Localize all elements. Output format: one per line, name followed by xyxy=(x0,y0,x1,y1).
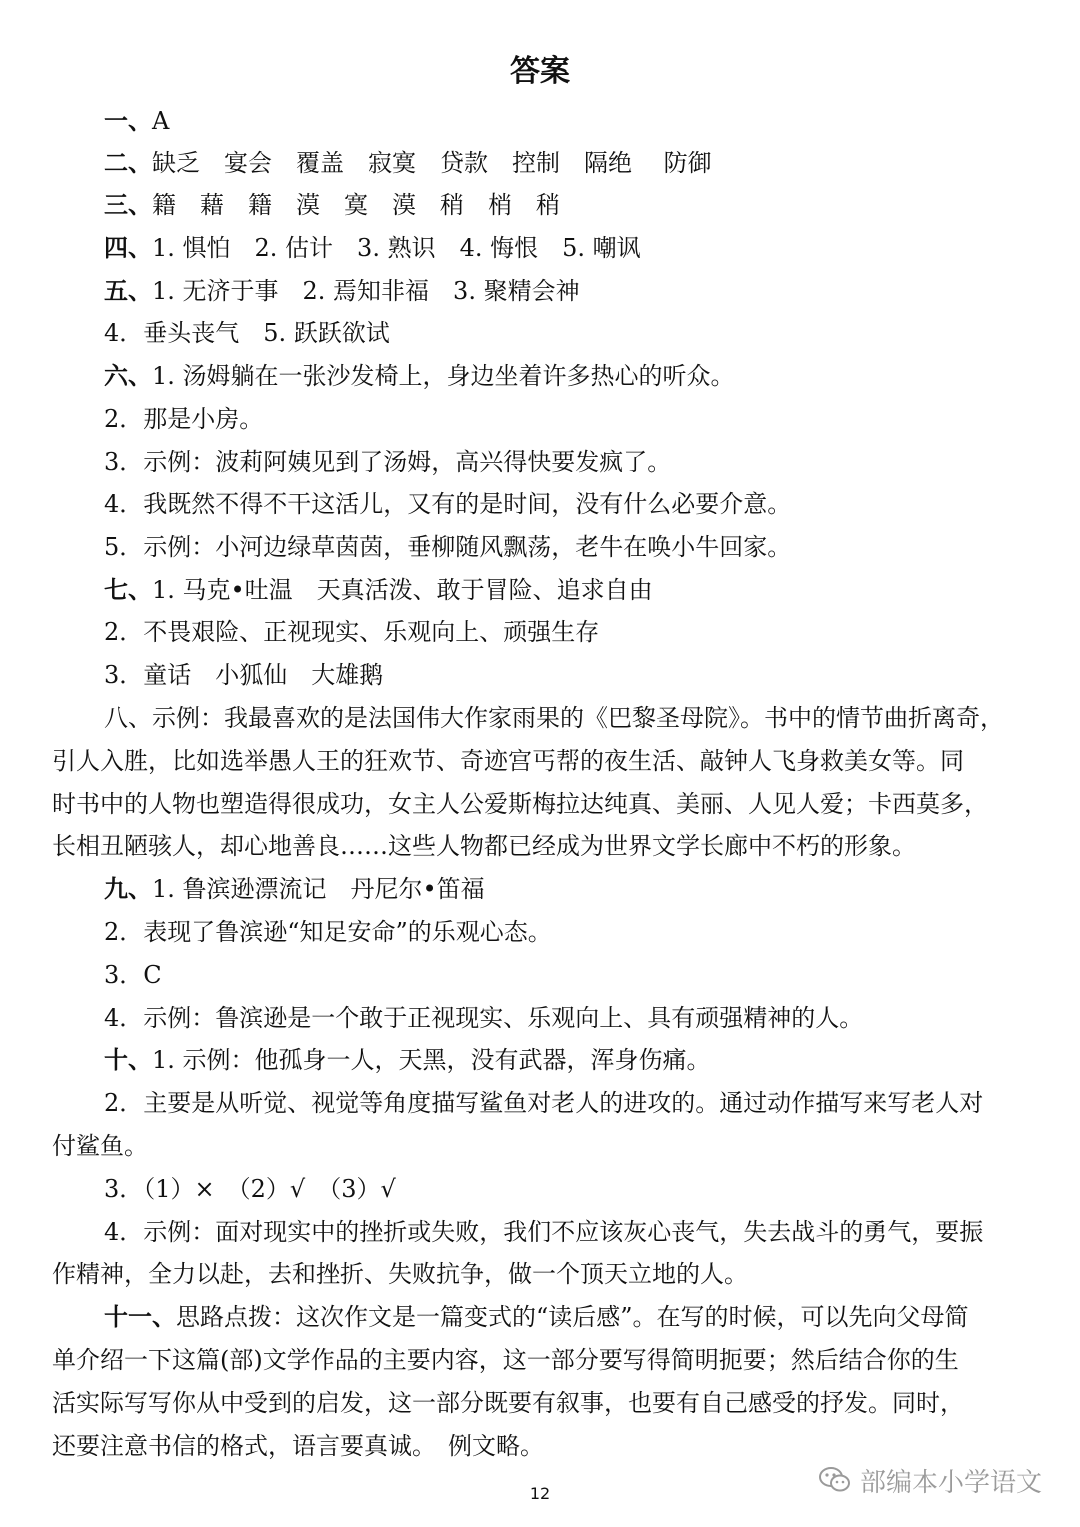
question-number: 六、 xyxy=(104,361,152,390)
answer-text: 还要注意书信的格式，语言要真诚。 例文略。 xyxy=(52,1432,544,1460)
answer-text: 3．示例：波莉阿姨见到了汤姆，高兴得快要发疯了。 xyxy=(104,448,672,476)
answer-text: 引人入胜，比如选举愚人王的狂欢节、奇迹宫丐帮的夜生活、敲钟人飞身救美女等。同 xyxy=(52,747,964,775)
wechat-icon xyxy=(818,1465,852,1495)
answer-line xyxy=(104,1217,1030,1247)
answer-text: 时书中的人物也塑造得很成功，女主人公爱斯梅拉达纯真、美丽、人见人爱；卡西莫多， xyxy=(52,790,988,818)
answer-line xyxy=(52,1431,1030,1461)
watermark-text: 部编本小学语文 xyxy=(860,1467,1043,1498)
question-number: 三、 xyxy=(104,190,152,219)
answer-text: 作精神，全力以赴，去和挫折、失败抗争，做一个顶天立地的人。 xyxy=(52,1260,748,1288)
answer-line xyxy=(104,447,1030,477)
question-number: 十、 xyxy=(104,1045,152,1074)
answer-line xyxy=(104,233,1030,263)
answer-line xyxy=(104,1174,1030,1204)
answer-line xyxy=(104,703,1030,733)
answer-line xyxy=(104,575,1030,605)
answer-line xyxy=(104,874,1030,904)
answer-text: 1. 鲁滨逊漂流记 丹尼尔•笛福 xyxy=(152,875,485,903)
answer-line xyxy=(52,1131,1030,1161)
answer-text: 籍 藉 籍 漠 寞 漠 稍 梢 稍 xyxy=(152,191,560,219)
question-number: 二、 xyxy=(104,148,152,177)
answer-text: 长相丑陋骇人，却心地善良……这些人物都已经成为世界文学长廊中不朽的形象。 xyxy=(52,832,916,860)
answer-line xyxy=(104,489,1030,519)
answer-line xyxy=(52,746,1030,776)
page-title: 答案 xyxy=(510,54,570,89)
answer-text: 思路点拨：这次作文是一篇变式的“读后感”。在写的时候，可以先向父母简 xyxy=(176,1303,969,1331)
answer-line xyxy=(104,276,1030,306)
question-number: 九、 xyxy=(104,874,152,903)
answer-line xyxy=(52,1259,1030,1289)
answer-text: A xyxy=(152,107,170,135)
question-number: 一、 xyxy=(104,106,152,135)
answer-line xyxy=(52,1345,1030,1375)
answer-text: 1. 汤姆躺在一张沙发椅上，身边坐着许多热心的听众。 xyxy=(152,362,735,390)
answer-line xyxy=(52,789,1030,819)
answer-line xyxy=(52,831,1030,861)
answer-line xyxy=(104,404,1030,434)
answer-line xyxy=(104,361,1030,391)
answer-line xyxy=(104,960,1030,990)
answer-text: 1. 示例：他孤身一人，天黑，没有武器，浑身伤痛。 xyxy=(152,1046,711,1074)
answer-line xyxy=(104,1302,1030,1332)
answer-text: 4．我既然不得不干这活儿，又有的是时间，没有什么必要介意。 xyxy=(104,490,792,518)
answer-line xyxy=(104,318,1030,348)
answer-line xyxy=(104,917,1030,947)
answer-line xyxy=(104,617,1030,647)
watermark xyxy=(818,1460,1042,1500)
answer-text: 2．不畏艰险、正视现实、乐观向上、顽强生存 xyxy=(104,618,600,646)
question-number: 七、 xyxy=(104,575,152,604)
answer-text: 4．示例：面对现实中的挫折或失败，我们不应该灰心丧气，失去战斗的勇气，要振 xyxy=(104,1218,984,1246)
answer-line xyxy=(104,148,1030,178)
answer-text: 2．主要是从听觉、视觉等角度描写鲨鱼对老人的进攻的。通过动作描写来写老人对 xyxy=(104,1089,984,1117)
question-number: 五、 xyxy=(104,276,152,305)
answer-text: 1. 无济于事 2. 焉知非福 3. 聚精会神 xyxy=(152,277,580,305)
question-number: 四、 xyxy=(104,233,152,262)
answer-text: 八、示例：我最喜欢的是法国伟大作家雨果的《巴黎圣母院》。书中的情节曲折离奇， xyxy=(104,704,1004,732)
answer-text: 4．垂头丧气 5. 跃跃欲试 xyxy=(104,319,390,347)
answer-text: 活实际写写你从中受到的启发，这一部分既要有叙事，也要有自己感受的抒发。同时， xyxy=(52,1389,964,1417)
answer-text: 4．示例：鲁滨逊是一个敢于正视现实、乐观向上、具有顽强精神的人。 xyxy=(104,1004,864,1032)
answer-text: 付鲨鱼。 xyxy=(52,1132,148,1160)
answer-text: 3．（1）× （2）√ （3）√ xyxy=(104,1175,396,1203)
answer-line xyxy=(104,1088,1030,1118)
answer-text: 1. 惧怕 2. 估计 3. 熟识 4. 悔恨 5. 嘲讽 xyxy=(152,234,641,262)
answer-line xyxy=(104,1003,1030,1033)
answer-text: 2．那是小房。 xyxy=(104,405,264,433)
answer-text: 3．C xyxy=(104,961,162,989)
answer-line xyxy=(104,1045,1030,1075)
answer-line xyxy=(104,190,1030,220)
answer-text: 单介绍一下这篇(部)文学作品的主要内容，这一部分要写得简明扼要；然后结合你的生 xyxy=(52,1346,959,1374)
page-number: 12 xyxy=(529,1484,551,1503)
answer-text: 3．童话 小狐仙 大雄鹅 xyxy=(104,661,384,689)
answer-line xyxy=(104,660,1030,690)
answer-line xyxy=(104,106,1030,136)
answer-text: 缺乏 宴会 覆盖 寂寞 贷款 控制 隔绝 防御 xyxy=(152,149,712,177)
answer-text: 2．表现了鲁滨逊“知足安命”的乐观心态。 xyxy=(104,918,552,946)
answer-text: 5．示例：小河边绿草茵茵，垂柳随风飘荡，老牛在唤小牛回家。 xyxy=(104,533,792,561)
question-number: 十一、 xyxy=(104,1302,176,1331)
answer-line xyxy=(52,1388,1030,1418)
answer-line xyxy=(104,532,1030,562)
answer-text: 1. 马克•吐温 天真活泼、敢于冒险、追求自由 xyxy=(152,576,653,604)
